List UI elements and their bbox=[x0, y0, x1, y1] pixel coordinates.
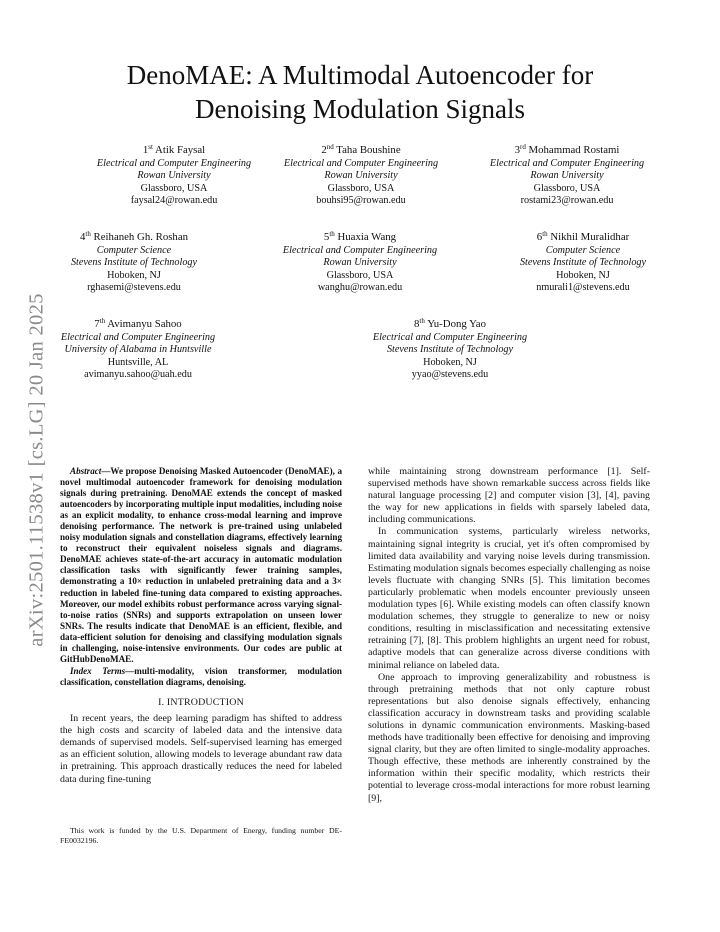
author-university: Stevens Institute of Technology bbox=[519, 257, 647, 269]
title-line-2: Denoising Modulation Signals bbox=[195, 94, 525, 124]
author-location: Glassboro, USA bbox=[327, 182, 395, 194]
author-department: Computer Science bbox=[96, 244, 172, 256]
abstract bbox=[60, 466, 342, 665]
author-email: rostami23@rowan.edu bbox=[520, 195, 614, 207]
author-department: Electrical and Computer Engineering bbox=[283, 157, 439, 169]
right-paragraph-2: In communication systems, particularly wireless networks, maintaining signal integrity is crucial, yet it's often compromised by limited data availability and varying noise levels during transmission. Estimating modulation signals becomes especially challenging as noise levels fluctuate with changing SNRs [5]. This limitation becomes particularly problematic when models encounter previously unseen modulation types [6]. While existing models can often classify known modulation schemes, they struggle to generalize to new or noisy conditions, resulting in misclassification and necessitating extensive retraining [7], [8]. This problem highlights an urgent need for robust, adaptive models that can generalize across diverse conditions with minimal reliance on labeled data. bbox=[368, 526, 650, 671]
left-column bbox=[60, 466, 342, 786]
right-paragraph-1: while maintaining strong downstream performance [1]. Self-supervised methods have shown remarkable success across fields like natural language processing [2] and computer vision [3], [4], paving the way for new applications in fields with sparsely labeled data, including communications. bbox=[368, 466, 650, 526]
abstract-label: Abstract bbox=[70, 466, 102, 476]
author-location: Glassboro, USA bbox=[140, 182, 208, 194]
author-name: 6th Nikhil Muralidhar bbox=[536, 230, 630, 243]
section-heading-introduction: I. INTRODUCTION bbox=[158, 696, 244, 708]
author-name: 3rd Mohammad Rostami bbox=[514, 143, 620, 156]
funding-footnote: This work is funded by the U.S. Department of Energy, funding number DE-FE0032196. bbox=[60, 826, 342, 845]
author-university: Rowan University bbox=[323, 257, 397, 269]
index-terms bbox=[60, 666, 342, 688]
author-university: Rowan University bbox=[324, 170, 398, 182]
author-email: wanghu@rowan.edu bbox=[317, 282, 403, 294]
author-location: Hoboken, NJ bbox=[107, 269, 161, 281]
author-name: 4th Reihaneh Gh. Roshan bbox=[79, 230, 189, 243]
abstract-text: —We propose Denoising Masked Autoencoder (DenoMAE), a novel multimodal autoencoder framework for denoising modulation signals during pretraining. DenoMAE extends the concept of masked autoencoders by incorporating multiple input modalities, including noise as an explicit modality, to enhance cross-modal learning and improve denoising performance. The network is pre-trained using unlabeled noisy modulation signals and constellation diagrams, effectively learning to reconstruct their equivalent noiseless signals and diagrams. DenoMAE achieves state-of-the-art accuracy in automatic modulation classification tasks with significantly fewer training samples, demonstrating a 10× reduction in unlabeled pretraining data and a 3× reduction in labeled fine-tuning data compared to existing approaches. Moreover, our model exhibits robust performance across varying signal-to-noise ratios (SNRs) and supports extrapolation on unseen lower SNRs. The results indicate that DenoMAE is an efficient, flexible, and data-efficient solution for denoising and classifying modulation signals in challenging, noise-intensive environments. Our codes are public at GitHubDenoMAE. bbox=[60, 466, 342, 664]
index-terms-label: Index Terms bbox=[70, 665, 126, 676]
author-block-3 bbox=[472, 144, 662, 208]
author-block-5 bbox=[265, 231, 455, 295]
author-university: Rowan University bbox=[530, 170, 604, 182]
paper-title bbox=[60, 58, 660, 126]
author-university: Stevens Institute of Technology bbox=[70, 257, 198, 269]
arxiv-id-text: arXiv:2501.11538v1 [cs.LG] 20 Jan 2025 bbox=[25, 293, 48, 647]
author-university: University of Alabama in Huntsville bbox=[64, 344, 212, 356]
author-email: faysal24@rowan.edu bbox=[130, 195, 218, 207]
author-email: rghasemi@stevens.edu bbox=[87, 282, 181, 294]
author-email: bouhsi95@rowan.edu bbox=[316, 195, 406, 207]
author-university: Stevens Institute of Technology bbox=[386, 344, 514, 356]
author-name: 7th Avimanyu Sahoo bbox=[94, 317, 182, 330]
author-department: Electrical and Computer Engineering bbox=[372, 331, 528, 343]
right-paragraph-3: One approach to improving generalizability and robustness is through pretraining methods that not only capture robust representations but also denoise signals effectively, enhancing classification accuracy in downstream tasks and providing scalable solutions in dynamic communication environments. Masking-based methods have traditionally been effective for denoising and improving signal clarity, but they are often limited to single-modality approaches. Though effective, these methods are inherently constrained by the information within their specific modality, which restricts their potential to leverage cross-modal interactions for more robust learning [9], bbox=[368, 671, 650, 804]
author-block-1 bbox=[79, 144, 269, 208]
author-block-7 bbox=[43, 318, 233, 382]
title-line-1: DenoMAE: A Multimodal Autoencoder for bbox=[126, 60, 594, 90]
author-email: nmurali1@stevens.edu bbox=[536, 282, 630, 294]
author-name: 5th Huaxia Wang bbox=[323, 230, 397, 243]
author-department: Electrical and Computer Engineering bbox=[282, 244, 438, 256]
author-name: 2nd Taha Boushine bbox=[321, 143, 401, 156]
author-block-4 bbox=[39, 231, 229, 295]
author-name: 1st Atik Faysal bbox=[142, 143, 206, 156]
intro-paragraph-1: In recent years, the deep learning paradigm has shifted to address the high costs and scarcity of labeled data and the intensive data demands of supervised models. Self-supervised learning has emerged as an efficient solution, allowing models to leverage abundant raw data in pretraining. This approach drastically reduces the need for labeled data during fine-tuning bbox=[60, 713, 342, 785]
author-department: Computer Science bbox=[545, 244, 621, 256]
index-terms-text: —multi-modality, vision transformer, modulation classification, constellation diagrams, denoising. bbox=[60, 665, 342, 687]
author-department: Electrical and Computer Engineering bbox=[96, 157, 252, 169]
author-name: 8th Yu-Dong Yao bbox=[414, 317, 486, 330]
author-block-8 bbox=[355, 318, 545, 382]
author-location: Glassboro, USA bbox=[326, 269, 394, 281]
author-location: Hoboken, NJ bbox=[556, 269, 610, 281]
author-email: avimanyu.sahoo@uah.edu bbox=[84, 369, 192, 381]
author-department: Electrical and Computer Engineering bbox=[489, 157, 645, 169]
author-block-6 bbox=[488, 231, 678, 295]
author-location: Glassboro, USA bbox=[533, 182, 601, 194]
author-email: yyao@stevens.edu bbox=[411, 369, 489, 381]
author-university: Rowan University bbox=[137, 170, 211, 182]
arxiv-identifier bbox=[22, 250, 52, 690]
right-column bbox=[368, 466, 650, 805]
author-location: Hoboken, NJ bbox=[423, 356, 477, 368]
author-department: Electrical and Computer Engineering bbox=[60, 331, 216, 343]
author-block-2 bbox=[266, 144, 456, 208]
author-location: Huntsville, AL bbox=[107, 356, 169, 368]
